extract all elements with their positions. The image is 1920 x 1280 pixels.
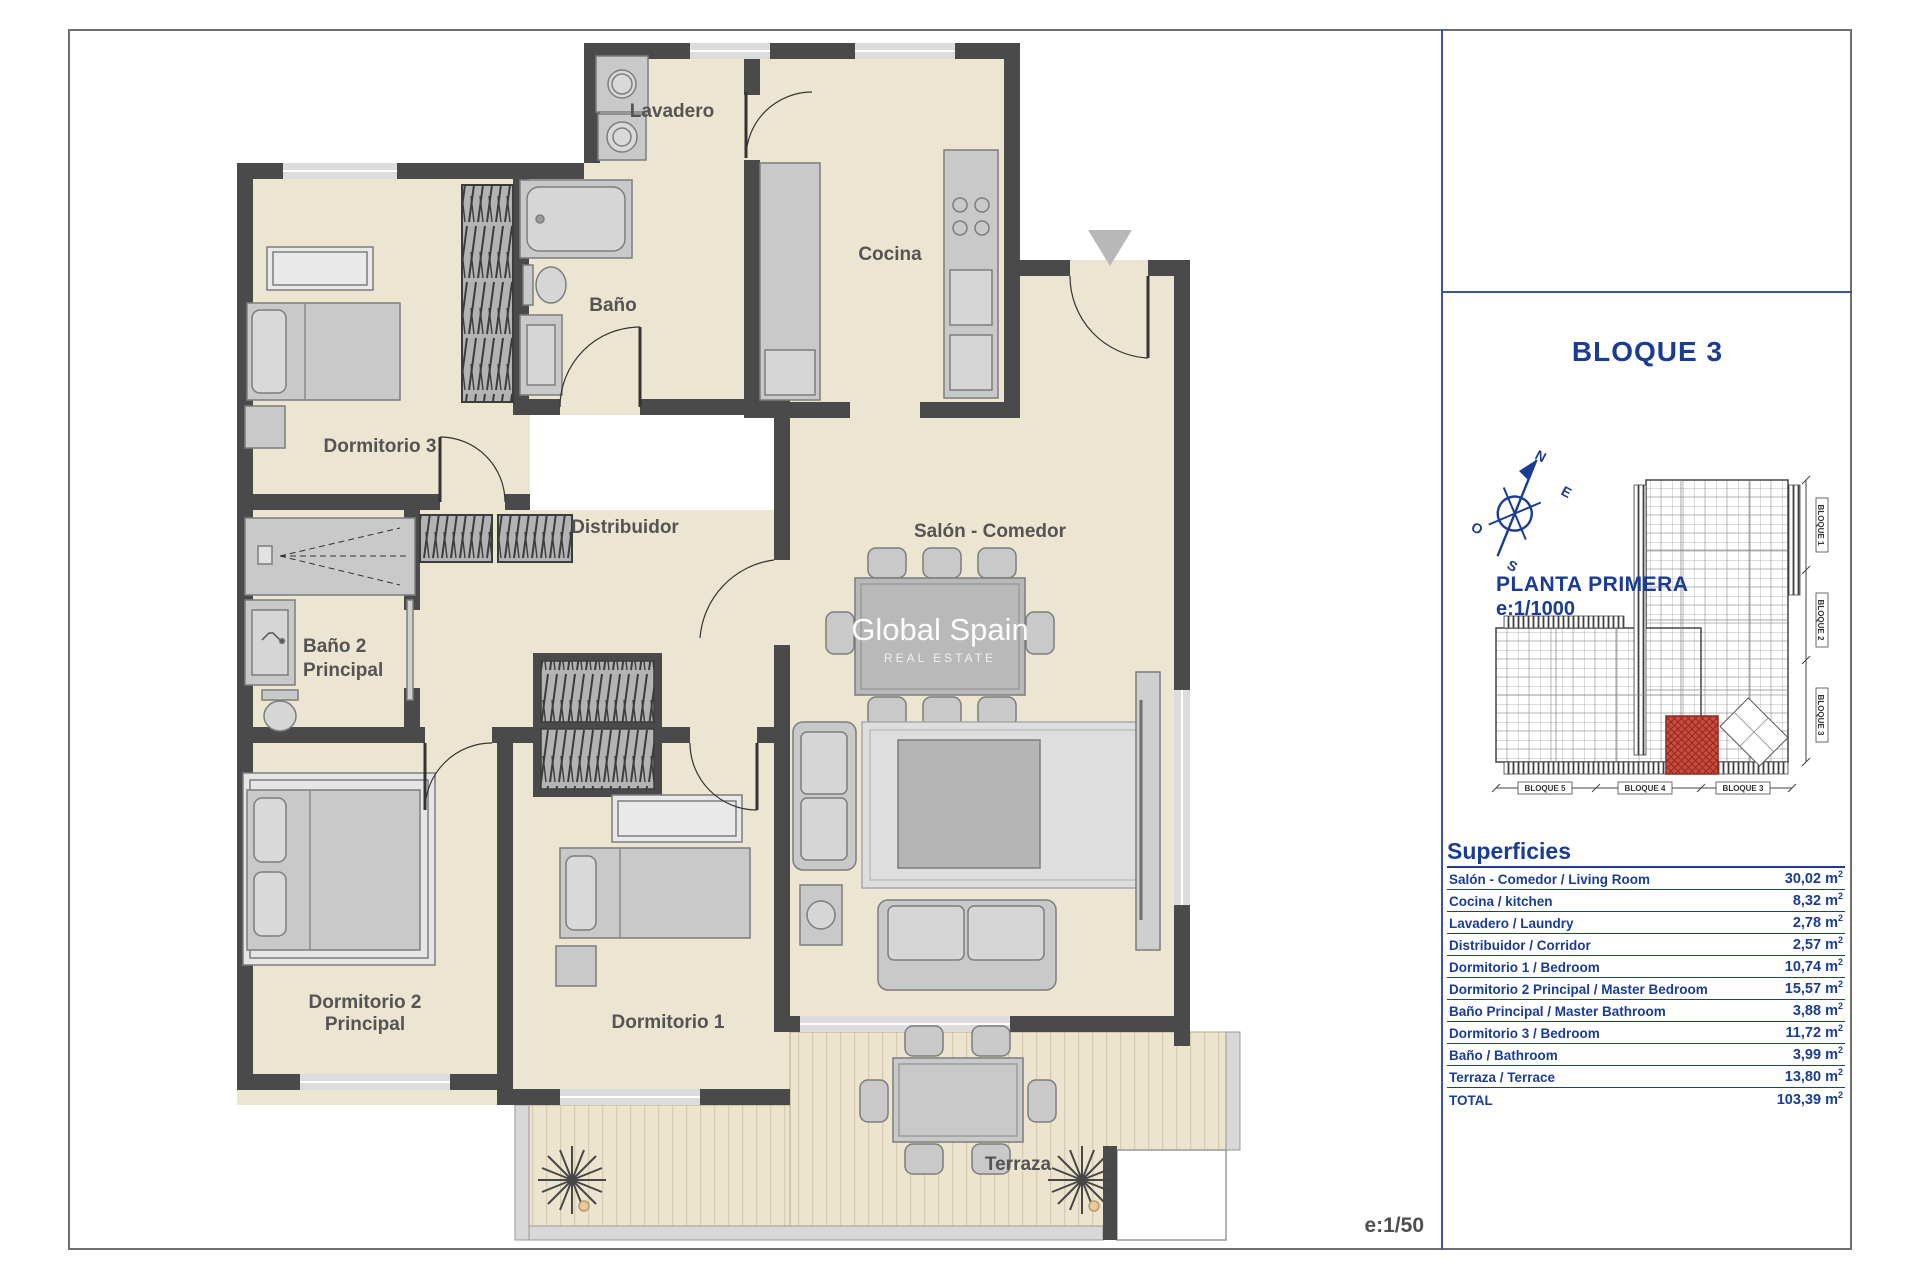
compass-e: E — [1558, 482, 1575, 502]
watermark-line2: REAL ESTATE — [883, 651, 997, 665]
site-block-r3: BLOQUE 3 — [1816, 694, 1825, 736]
panel-title: BLOQUE 3 — [1571, 336, 1724, 367]
highlighted-unit — [1666, 716, 1718, 774]
nightstand — [245, 406, 285, 448]
label-dormitorio2-2: Principal — [324, 1014, 406, 1035]
label-cocina: Cocina — [858, 244, 922, 265]
compass-n: N — [1532, 446, 1550, 466]
table-row: Dormitorio 1 / Bedroom 10,74 $m^2$ — [1447, 956, 1845, 978]
table-row: Salón - Comedor / Living Room 30,02 $m^2$ — [1447, 868, 1845, 890]
nightstand — [556, 946, 596, 986]
table-row: Dormitorio 3 / Bedroom 11,72 $m^2$ — [1447, 1022, 1845, 1044]
label-salon: Salón - Comedor — [913, 521, 1067, 542]
site-block-3: BLOQUE 3 — [1722, 784, 1764, 793]
table-row: Distribuidor / Corridor 2,57 $m^2$ — [1447, 934, 1845, 956]
rug — [612, 795, 742, 842]
coffee-table — [898, 740, 1040, 868]
site-block-5: BLOQUE 5 — [1524, 784, 1566, 793]
table-row-total: TOTAL 103,39 $m^2$ — [1449, 1090, 1843, 1108]
table-row: Terraza / Terrace 13,80 $m^2$ — [1447, 1066, 1845, 1088]
site-block-r2: BLOQUE 2 — [1816, 599, 1825, 641]
label-dormitorio3: Dormitorio 3 — [323, 436, 437, 457]
label-bano2-2: Principal — [303, 660, 384, 681]
site-block-r1: BLOQUE 1 — [1816, 504, 1825, 546]
label-lavadero: Lavadero — [629, 101, 715, 122]
planta-scale: e:1/1000 — [1496, 598, 1575, 620]
compass-o: O — [1468, 518, 1486, 538]
compass-s: S — [1504, 556, 1521, 576]
table-row: Baño / Bathroom 3,99 $m^2$ — [1447, 1044, 1845, 1066]
rug — [267, 247, 373, 290]
site-block-4: BLOQUE 4 — [1624, 784, 1666, 793]
label-terraza: Terraza — [984, 1154, 1052, 1175]
label-dormitorio2-1: Dormitorio 2 — [308, 992, 422, 1013]
table-row: Dormitorio 2 Principal / Master Bedroom 15,57 $m^2$ — [1447, 978, 1845, 1000]
surfaces-table — [1447, 866, 1845, 1110]
table-row: Lavadero / Laundry 2,78 $m^2$ — [1447, 912, 1845, 934]
planta-label: PLANTA PRIMERA — [1496, 573, 1689, 596]
surfaces-heading: Superficies — [1447, 838, 1571, 864]
panel-graphics — [1442, 420, 1852, 840]
toilet2 — [262, 690, 298, 700]
compass-icon — [1469, 447, 1575, 576]
label-distribuidor: Distribuidor — [571, 517, 679, 538]
site-plan — [1492, 476, 1828, 794]
label-bano: Baño — [589, 295, 637, 316]
table-row: Cocina / kitchen 8,32 $m^2$ — [1447, 890, 1845, 912]
table-row: Baño Principal / Master Bathroom 3,88 $m^2$ — [1447, 1000, 1845, 1022]
watermark-line1: Global Spain — [851, 612, 1029, 647]
toilet — [523, 265, 533, 305]
plan-scale-label: e:1/50 — [1364, 1214, 1424, 1237]
terrace-table — [893, 1058, 1023, 1142]
label-dormitorio1: Dormitorio 1 — [611, 1012, 725, 1033]
label-bano2-1: Baño 2 — [303, 636, 367, 657]
